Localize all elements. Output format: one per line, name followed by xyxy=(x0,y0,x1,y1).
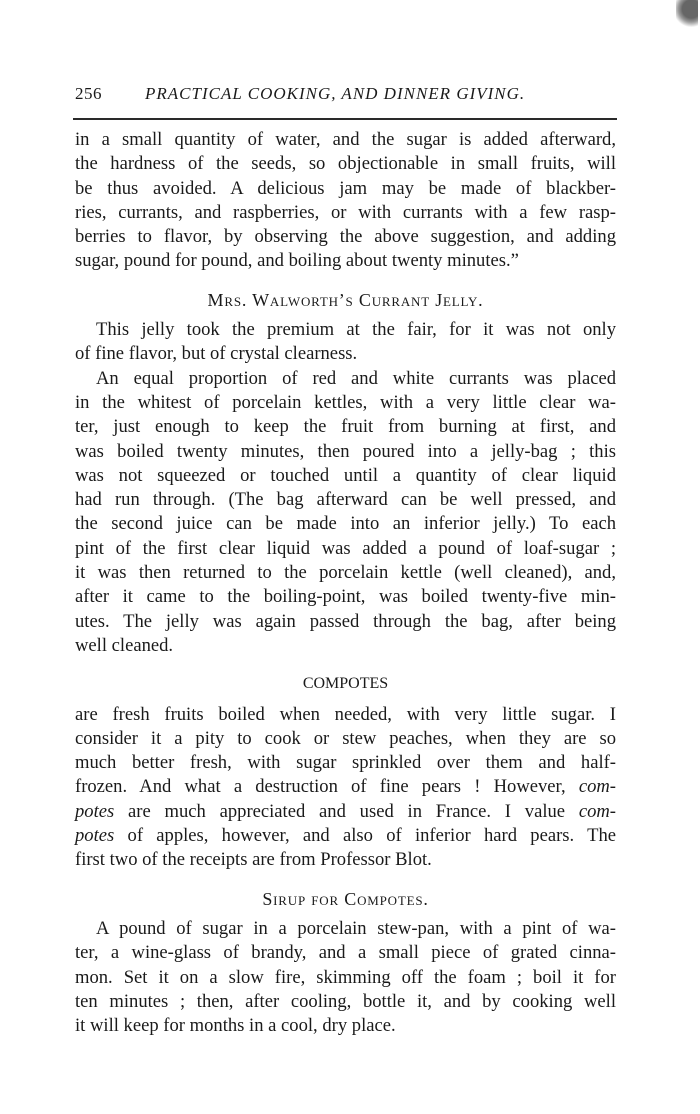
opening-paragraph xyxy=(75,128,616,274)
text-line: was not squeezed or touched until a quantity of clear liquid xyxy=(75,464,616,486)
text-line: ter, just enough to keep the fruit from burning at first, and xyxy=(75,416,616,438)
text-line: it will keep for months in a cool, dry place. xyxy=(75,1015,396,1037)
italic-term: com- xyxy=(578,800,616,822)
text-span: are much appreciated and used in France. I value xyxy=(114,800,579,822)
text-span: of apples, however, and also of inferior hard pears. The xyxy=(114,825,616,847)
text-line: the hardness of the seeds, so objectionable in small fruits, will xyxy=(75,153,616,175)
text-line: utes. The jelly was again passed through the bag, after being xyxy=(75,610,616,632)
page-body xyxy=(75,128,616,1038)
text-line: had run through. (The bag afterward can be well pressed, and xyxy=(75,489,616,511)
text-line xyxy=(75,848,616,872)
text-line: in the whitest of porcelain kettles, with a very little clear wa- xyxy=(75,391,616,413)
currant-jelly-paragraph-2 xyxy=(75,367,616,659)
section-heading-sirup: Sirup for Compotes. xyxy=(262,888,429,909)
section-heading-currant-jelly: Mrs. Walworth’s Currant Jelly. xyxy=(207,289,484,310)
italic-term: potes xyxy=(75,825,115,847)
text-span: much better fresh, with sugar sprinkled over them and half- xyxy=(75,752,616,774)
text-span: frozen. And what a destruction of fine pears ! However, xyxy=(75,776,579,798)
text-line: in a small quantity of water, and the sugar is added afterward, xyxy=(75,129,616,150)
section-heading-compotes: COMPOTES xyxy=(302,675,389,693)
running-head: PRACTICAL COOKING, AND DINNER GIVING. xyxy=(145,84,526,103)
text-line: An equal proportion of red and white currants was placed xyxy=(96,367,616,389)
text-line: was boiled twenty minutes, then poured into a jelly-bag ; this xyxy=(75,440,616,462)
text-span: first two of the receipts are from Professor Blot. xyxy=(75,849,432,871)
text-line xyxy=(75,824,616,848)
text-line: This jelly took the premium at the fair, for it was not only xyxy=(96,319,616,341)
page-header xyxy=(75,84,615,110)
text-line xyxy=(75,775,616,799)
text-line: ter, a wine-glass of brandy, and a small piece of grated cinna- xyxy=(75,942,616,964)
text-line: be thus avoided. A delicious jam may be made of blackber- xyxy=(75,177,616,199)
scan-artifact xyxy=(676,0,698,30)
text-line: berries to flavor, by observing the above suggestion, and adding xyxy=(75,226,616,248)
text-line xyxy=(75,727,616,751)
text-line: pint of the first clear liquid was added a pound of loaf-sugar ; xyxy=(75,537,616,559)
text-line: the second juice can be made into an inferior jelly.) To each xyxy=(75,513,616,535)
text-line: it was then returned to the porcelain kettle (well cleaned), and, xyxy=(75,562,616,584)
header-rule xyxy=(73,118,617,120)
text-span: are fresh fruits boiled when needed, with very little sugar. I xyxy=(75,703,616,725)
text-span: consider it a pity to cook or stew peaches, when they are so xyxy=(75,727,616,749)
sirup-paragraph xyxy=(75,917,616,1038)
italic-term: com- xyxy=(578,776,616,798)
italic-term: potes xyxy=(75,800,115,822)
text-line: well cleaned. xyxy=(75,634,174,656)
compotes-paragraph xyxy=(75,703,616,873)
currant-jelly-paragraph-1 xyxy=(75,318,616,367)
text-line: ries, currants, and raspberries, or with currants with a few rasp- xyxy=(75,201,616,223)
text-line: ten minutes ; then, after cooling, bottle it, and by cooking well xyxy=(75,990,616,1012)
text-line: of fine flavor, but of crystal clearness. xyxy=(75,343,358,365)
text-line: A pound of sugar in a porcelain stew-pan, with a pint of wa- xyxy=(96,917,616,939)
text-line: after it came to the boiling-point, was boiled twenty-five min- xyxy=(75,586,616,608)
text-line: mon. Set it on a slow fire, skimming off the foam ; boil it for xyxy=(75,966,616,988)
text-line xyxy=(75,703,616,727)
text-line xyxy=(75,751,616,775)
text-line xyxy=(75,800,616,824)
page-number: 256 xyxy=(75,84,102,103)
text-line: sugar, pound for pound, and boiling about twenty minutes.” xyxy=(75,250,519,272)
